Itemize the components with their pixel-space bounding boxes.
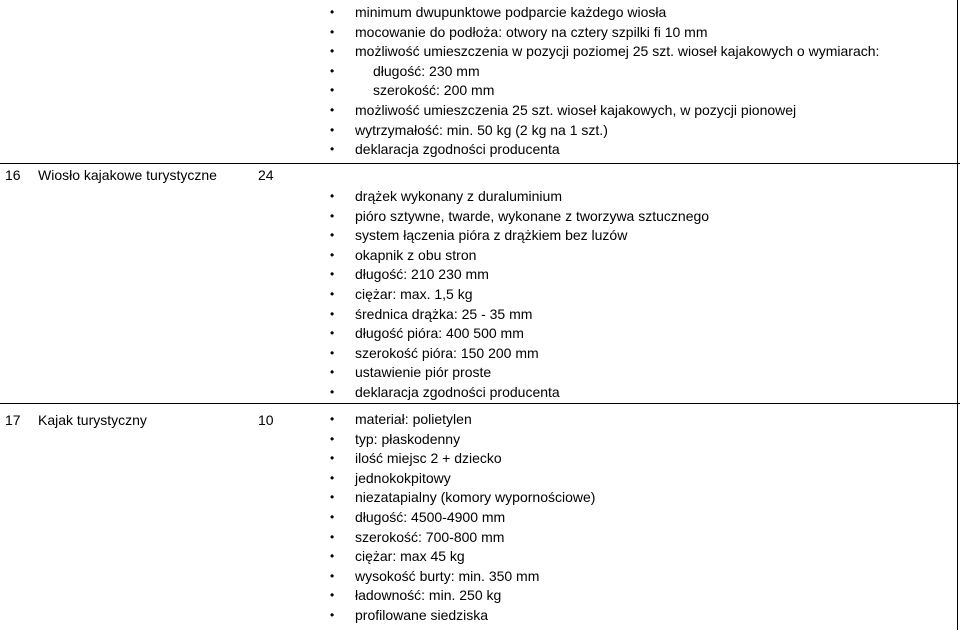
list-item: • minimum dwupunktowe podparcie każdego wiosła [355, 3, 879, 23]
list-item: • ładowność: min. 250 kg [355, 586, 595, 606]
list-item: • szerokość: 700-800 mm [355, 528, 595, 548]
list-item: • deklaracja zgodności producenta [355, 383, 709, 403]
row-divider-top [0, 163, 960, 164]
list-item: • wytrzymałość: min. 50 kg (2 kg na 1 szt.) [355, 121, 796, 141]
item-quantity: 10 [258, 412, 274, 428]
row-divider-middle [0, 403, 960, 404]
list-item: • pióro sztywne, twarde, wykonane z tworzywa sztucznego [355, 207, 709, 227]
list-item: • możliwość umieszczenia w pozycji poziomej 25 szt. wioseł kajakowych o wymiarach: [355, 42, 879, 62]
list-item: • możliwość umieszczenia 25 szt. wioseł kajakowych, w pozycji pionowej [355, 101, 796, 121]
list-item: • długość: 230 mm [373, 62, 494, 82]
list-item: • jednokokpitowy [355, 469, 595, 489]
spec-sublist-row-15 [373, 62, 494, 101]
list-item: • długość: 210 230 mm [355, 265, 709, 285]
list-item: • profilowane siedziska [355, 606, 595, 626]
spec-list-row-15-continued [355, 101, 796, 160]
spec-list-row-15 [355, 3, 879, 62]
list-item: • typ: płaskodenny [355, 430, 595, 450]
list-item: • ustawienie piór proste [355, 363, 709, 383]
list-item: • ciężar: max 45 kg [355, 547, 595, 567]
list-item: • szerokość: 200 mm [373, 81, 494, 101]
item-name: Wiosło kajakowe turystyczne [38, 167, 217, 183]
list-item: • ciężar: max. 1,5 kg [355, 285, 709, 305]
list-item: • materiał: polietylen [355, 410, 595, 430]
spec-list-row-17 [355, 410, 595, 626]
list-item: • deklaracja zgodności producenta [355, 140, 796, 160]
row-number: 17 [5, 412, 21, 428]
item-quantity: 24 [258, 167, 274, 183]
list-item: • mocowanie do podłoża: otwory na cztery szpilki fi 10 mm [355, 23, 879, 43]
list-item: • drążek wykonany z duraluminium [355, 187, 709, 207]
list-item: • niezatapialny (komory wypornościowe) [355, 488, 595, 508]
row-number: 16 [5, 167, 21, 183]
item-name: Kajak turystyczny [38, 412, 147, 428]
list-item: • szerokość pióra: 150 200 mm [355, 344, 709, 364]
list-item: • system łączenia pióra z drążkiem bez luzów [355, 226, 709, 246]
spec-list-row-16 [355, 187, 709, 403]
list-item: • średnica drążka: 25 - 35 mm [355, 305, 709, 325]
list-item: • ilość miejsc 2 + dziecko [355, 449, 595, 469]
list-item: • długość: 4500-4900 mm [355, 508, 595, 528]
column-divider-right [957, 0, 958, 630]
list-item: • długość pióra: 400 500 mm [355, 324, 709, 344]
list-item: • wysokość burty: min. 350 mm [355, 567, 595, 587]
list-item: • okapnik z obu stron [355, 246, 709, 266]
